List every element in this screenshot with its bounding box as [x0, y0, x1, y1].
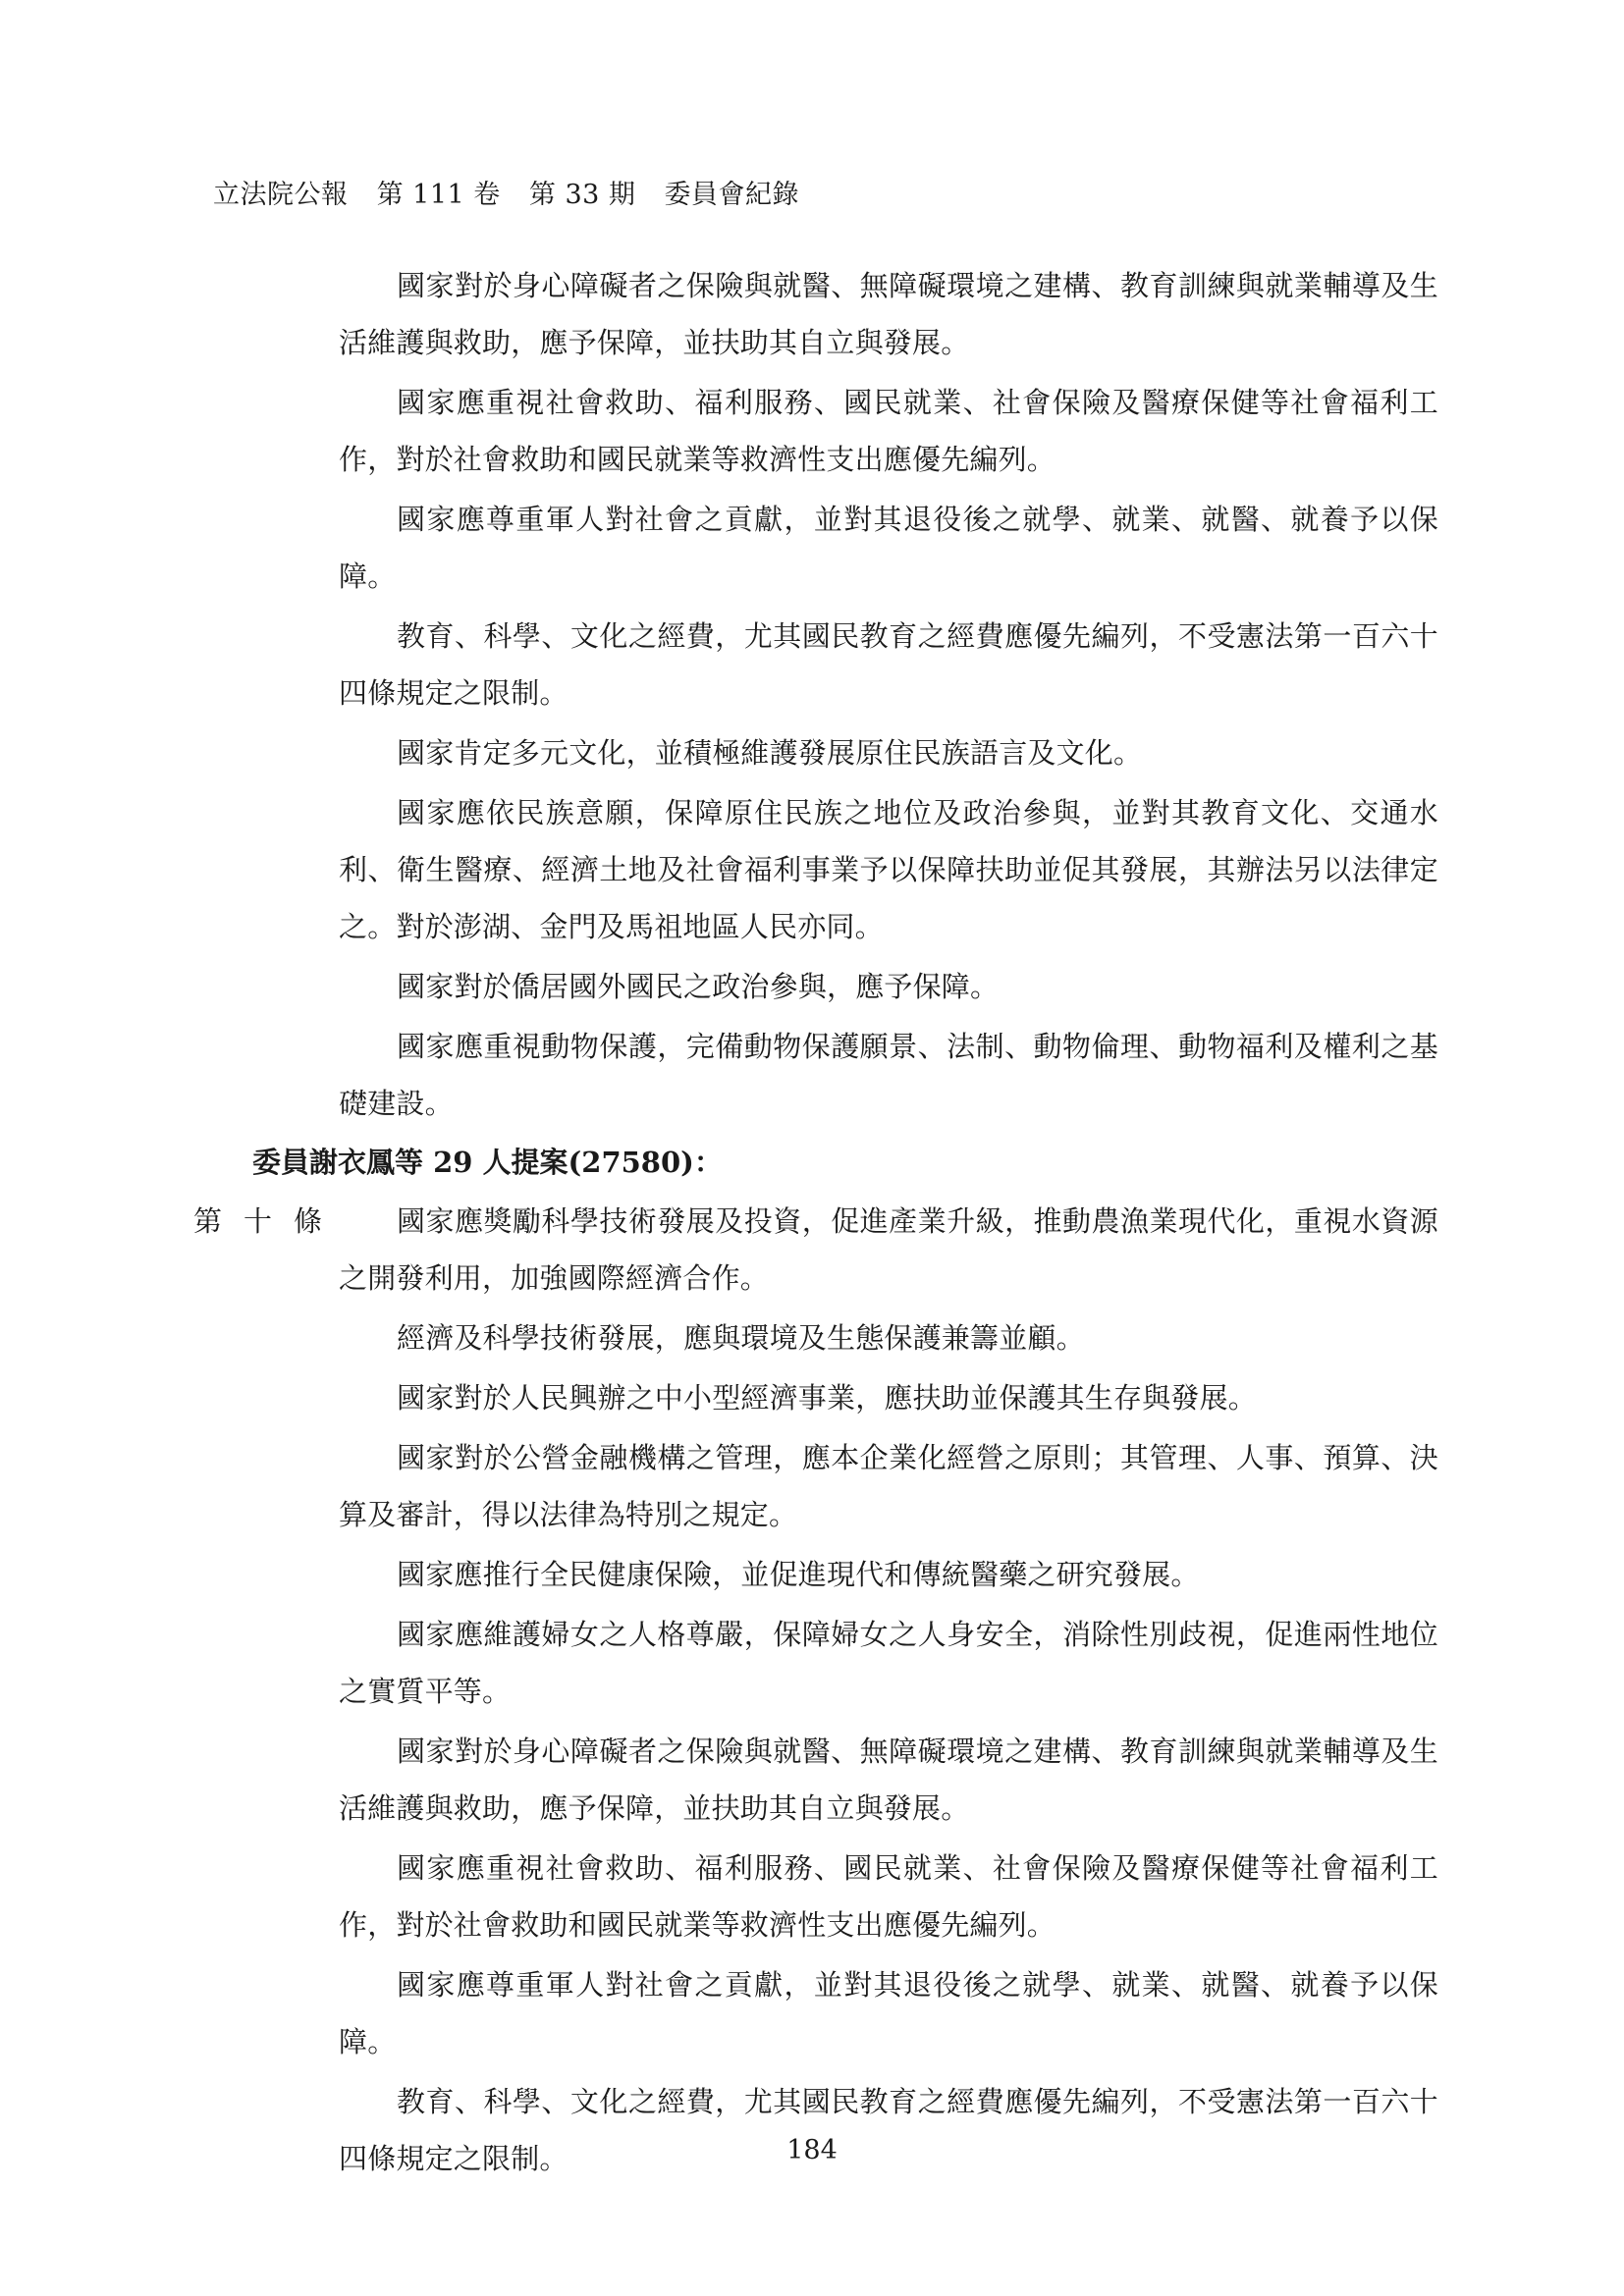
article-paragraph: 國家應推行全民健康保險，並促進現代和傳統醫藥之研究發展。	[397, 1558, 1200, 1591]
article-block	[0, 1193, 1624, 2187]
paragraph: 教育、科學、文化之經費，尤其國民教育之經費應優先編列，不受憲法第一百六十四條規定之限制。	[339, 619, 1438, 710]
article-paragraph: 國家應重視社會救助、福利服務、國民就業、社會保險及醫療保健等社會福利工作，對於社會救助和國民就業等救濟性支出應優先編列。	[339, 1851, 1438, 1942]
article-paragraph: 教育、科學、文化之經費，尤其國民教育之經費應優先編列，不受憲法第一百六十四條規定之限制。	[339, 2085, 1438, 2175]
page-header	[213, 173, 819, 211]
article-paragraph: 經濟及科學技術發展，應與環境及生態保護兼籌並顧。	[397, 1321, 1085, 1355]
page-number: 184	[786, 2135, 838, 2165]
paragraph: 國家對於身心障礙者之保險與就醫、無障礙環境之建構、教育訓練與就業輔導及生活維護與救助，應予保障，並扶助其自立與發展。	[339, 269, 1438, 359]
article-paragraph: 國家對於公營金融機構之管理，應本企業化經營之原則；其管理、人事、預算、決算及審計，得以法律為特別之規定。	[339, 1441, 1438, 1531]
publication-name: 立法院公報	[213, 180, 349, 210]
article-paragraph: 國家對於身心障礙者之保險與就醫、無障礙環境之建構、教育訓練與就業輔導及生活維護與救助，應予保障，並扶助其自立與發展。	[339, 1735, 1438, 1825]
volume-number: 第 111 卷	[376, 180, 501, 210]
article-paragraph: 國家應維護婦女之人格尊嚴，保障婦女之人身安全，消除性別歧視，促進兩性地位之實質平等。	[339, 1618, 1438, 1708]
article-paragraph: 國家應獎勵科學技術發展及投資，促進產業升級，推動農漁業現代化，重視水資源之開發利用，加強國際經濟合作。	[339, 1204, 1438, 1295]
issue-number: 第 33 期	[528, 180, 636, 210]
article-label: 第十條	[193, 1204, 345, 1238]
article-paragraph: 國家對於人民興辦之中小型經濟事業，應扶助並保護其生存與發展。	[397, 1381, 1258, 1415]
paragraph: 國家應重視社會救助、福利服務、國民就業、社會保險及醫療保健等社會福利工作，對於社會救助和國民就業等救濟性支出應優先編列。	[339, 386, 1438, 476]
paragraph: 國家對於僑居國外國民之政治參與，應予保障。	[397, 970, 1000, 1003]
section-name: 委員會紀錄	[664, 180, 800, 210]
paragraph: 國家肯定多元文化，並積極維護發展原住民族語言及文化。	[397, 736, 1143, 770]
document-body	[0, 257, 1624, 2187]
proposal-heading: 委員謝衣鳳等 29 人提案(27580)：	[252, 1146, 723, 1179]
paragraph: 國家應依民族意願，保障原住民族之地位及政治參與，並對其教育文化、交通水利、衛生醫療、經濟土地及社會福利事業予以保障扶助並促其發展，其辦法另以法律定之。對於澎湖、金門及馬祖地區人民亦同。	[339, 796, 1438, 943]
article-paragraph: 國家應尊重軍人對社會之貢獻，並對其退役後之就學、就業、就醫、就養予以保障。	[339, 1968, 1438, 2058]
paragraph: 國家應尊重軍人對社會之貢獻，並對其退役後之就學、就業、就醫、就養予以保障。	[339, 503, 1438, 593]
paragraph: 國家應重視動物保護，完備動物保護願景、法制、動物倫理、動物福利及權利之基礎建設。	[339, 1030, 1438, 1120]
